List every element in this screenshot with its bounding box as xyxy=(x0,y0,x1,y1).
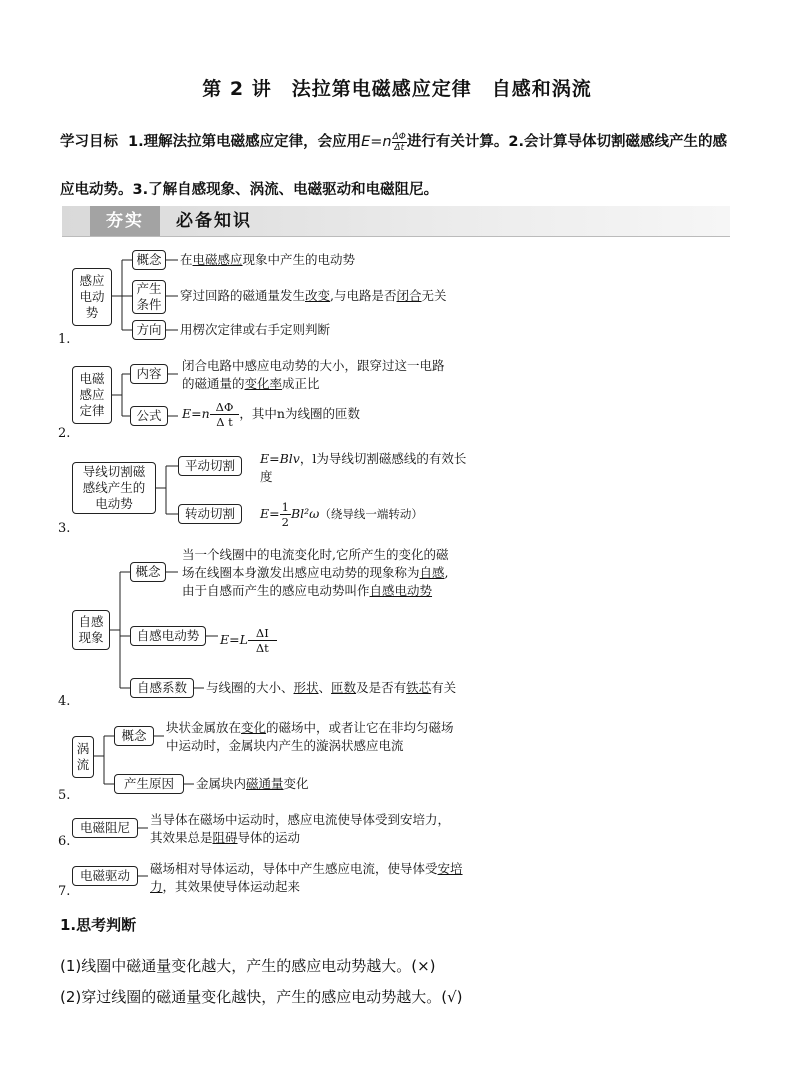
d3-rotation-fraction xyxy=(280,500,291,529)
d4-coef-mid2: 及是否有 xyxy=(356,680,407,695)
d7-post: ，其效果使导体运动起来 xyxy=(162,879,301,894)
d1-concept-box: 概念 xyxy=(132,250,166,270)
d3-rotation-rhs: Bl²ω xyxy=(290,506,320,521)
section-title: 必备知识 xyxy=(176,211,252,231)
d2-content-post: 成正比 xyxy=(282,376,320,391)
judge-item-1: (1)线圈中磁通量变化越大，产生的感应电动势越大。(×) xyxy=(60,957,436,975)
d6-root-box: 电磁阻尼 xyxy=(72,818,138,838)
d3-translation-formula: E=Blv xyxy=(260,451,300,466)
d3-translation-box: 平动切割 xyxy=(178,456,242,476)
d7-line2 xyxy=(150,878,300,896)
d4-emf-box: 自感电动势 xyxy=(130,626,206,646)
d5-concept-line1 xyxy=(166,719,454,737)
d3-translation-desc: ，l为导线切割磁感线的有效长度 xyxy=(260,451,467,484)
d3-rotation-text xyxy=(260,500,423,529)
d5-cause-underline: 磁通量 xyxy=(246,776,284,791)
d4-concept-box: 概念 xyxy=(130,562,166,582)
d5-concept-pre: 块状金属放在 xyxy=(166,720,242,735)
d4-concept-underline: 自感 xyxy=(419,565,445,580)
judge-item-2: (2)穿过线圈的磁通量变化越快，产生的感应电动势越大。(√) xyxy=(60,988,463,1006)
d5-cause-post: 变化 xyxy=(283,776,309,791)
diagram-1-index: 1. xyxy=(58,332,71,347)
d4-coefficient-box: 自感系数 xyxy=(130,678,194,698)
goal-formula-lhs: E=n xyxy=(361,134,392,150)
d1-concept-underline: 电磁感应 xyxy=(192,252,243,267)
diagram-2-index: 2. xyxy=(58,426,71,441)
d2-content-line1: 闭合电路中感应电动势的大小，跟穿过这一电路 xyxy=(182,358,445,373)
d5-cause-text xyxy=(196,775,309,793)
d6-post: 导体的运动 xyxy=(237,830,301,845)
d7-pre: 磁场相对导体运动，导体中产生感应电流，使导体受 xyxy=(150,861,438,876)
d4-coef-pre: 与线圈的大小、 xyxy=(206,680,294,695)
d4-emf-lhs: E=L xyxy=(220,632,248,647)
d1-condition-mid: ,与电路是否 xyxy=(330,288,397,303)
d1-condition-pre: 穿过回路的磁通量发生 xyxy=(180,288,306,303)
d4-concept-pre: 场在线圈本身激发出感应电动势的现象称为 xyxy=(182,565,420,580)
d2-formula-den: Δ t xyxy=(216,415,233,429)
diagram-3-index: 3. xyxy=(58,521,71,536)
d1-condition-u2: 闭合 xyxy=(396,288,422,303)
d5-cause-pre: 金属块内 xyxy=(196,776,247,791)
d2-content-underline: 变化率 xyxy=(244,376,283,391)
d4-concept-line2: 场在线圈本身激发出感应电动势的现象称为自感, xyxy=(182,565,449,580)
d2-formula-num: ΔΦ xyxy=(210,400,240,415)
d1-concept-post: 现象中产生的电动势 xyxy=(242,252,356,267)
d3-rotation-post: （绕导线一端转动） xyxy=(319,507,423,521)
d7-underline: 安培 xyxy=(437,861,463,876)
d1-concept-text xyxy=(180,251,355,269)
d1-condition-post: 无关 xyxy=(421,288,447,303)
d4-coef-u3: 铁芯 xyxy=(406,680,432,695)
diagram-4-index: 4. xyxy=(58,694,71,709)
goal-part2: 进行有关计算。2.会计算导体切割磁感线产生的感应电动势。3.了解自感现象、涡流、电磁驱动和电磁阻尼。 xyxy=(60,134,727,198)
d3-rotation-lhs: E= xyxy=(260,506,280,521)
d2-formula-lhs: E=n xyxy=(182,406,210,421)
d1-concept-pre: 在 xyxy=(180,252,193,267)
diagram-5-index: 5. xyxy=(58,788,71,803)
d4-emf-num: ΔI xyxy=(248,626,277,641)
d1-root-box: 感应电动势 xyxy=(72,268,112,326)
d1-condition-u1: 改变 xyxy=(305,288,331,303)
d5-cause-box: 产生原因 xyxy=(114,774,184,794)
diagram-7-index: 7. xyxy=(58,884,71,899)
d3-rotation-den: 2 xyxy=(281,515,289,529)
d4-concept-line3 xyxy=(182,582,432,600)
section-tag: 夯实 xyxy=(90,206,160,236)
d3-translation-text xyxy=(260,450,470,486)
d2-formula-fraction xyxy=(210,400,240,429)
d3-rotation-num: 1 xyxy=(281,500,289,514)
d4-coef-mid: 、 xyxy=(318,680,332,695)
d4-emf-den: Δt xyxy=(255,641,269,655)
judge-title: 1.思考判断 xyxy=(60,916,137,934)
d2-formula-box: 公式 xyxy=(130,406,168,426)
goal-formula-den: Δt xyxy=(394,142,405,153)
d2-root-box: 电磁感应定律 xyxy=(72,366,112,424)
d6-pre: 其效果总是 xyxy=(150,830,213,845)
goal-label: 学习目标 xyxy=(60,134,118,150)
d5-concept-post: 的磁场中，或者让它在非均匀磁场 xyxy=(266,720,454,735)
d4-coef-u1: 形状 xyxy=(293,680,319,695)
page-title: 第 2 讲 法拉第电磁感应定律 自感和涡流 xyxy=(202,78,592,100)
d4-emf-fraction xyxy=(248,626,277,655)
d1-direction-box: 方向 xyxy=(132,320,166,340)
goal-part1: 1.理解法拉第电磁感应定律，会应用 xyxy=(128,134,362,150)
d4-concept-line1: 当一个线圈中的电流变化时,它所产生的变化的磁 xyxy=(182,547,449,562)
d1-condition-box: 产生条件 xyxy=(132,280,166,314)
d5-root-box: 涡流 xyxy=(72,736,94,778)
d2-formula xyxy=(182,400,360,429)
d4-coef-post: 有关 xyxy=(431,680,457,695)
d6-line1: 当导体在磁场中运动时，感应电流使导体受到安培力， xyxy=(150,812,451,827)
d5-concept-box: 概念 xyxy=(114,726,154,746)
d7-underline2: 力 xyxy=(150,879,163,894)
d2-content-box: 内容 xyxy=(130,364,168,384)
d2-formula-post: ，其中n为线圈的匝数 xyxy=(239,406,360,421)
d4-coef-u2: 匝数 xyxy=(331,680,357,695)
d2-content-line2 xyxy=(182,375,320,393)
d4-root-box: 自感现象 xyxy=(72,610,110,650)
d7-root-box: 电磁驱动 xyxy=(72,866,138,886)
diagram-6-index: 6. xyxy=(58,834,71,849)
d3-root-box: 导线切割磁感线产生的电动势 xyxy=(72,462,156,514)
d6-underline: 阻碍 xyxy=(212,830,238,845)
d3-rotation-box: 转动切割 xyxy=(178,504,242,524)
d1-condition-text xyxy=(180,287,447,305)
d4-concept-underline2: 自感电动势 xyxy=(369,583,433,598)
d5-concept-underline: 变化 xyxy=(241,720,267,735)
d2-content-pre: 的磁通量的 xyxy=(182,376,245,391)
d4-concept-pre2: 由于自感而产生的感应电动势叫作 xyxy=(182,583,370,598)
d7-line1 xyxy=(150,860,463,878)
d4-coefficient-text xyxy=(206,679,456,697)
goal-formula-num: ΔΦ xyxy=(392,131,406,142)
d5-concept-line2: 中运动时，金属块内产生的漩涡状感应电流 xyxy=(166,738,404,753)
d1-direction-text: 用楞次定律或右手定则判断 xyxy=(180,322,331,337)
d6-line2 xyxy=(150,829,300,847)
d4-emf-formula xyxy=(220,626,277,655)
